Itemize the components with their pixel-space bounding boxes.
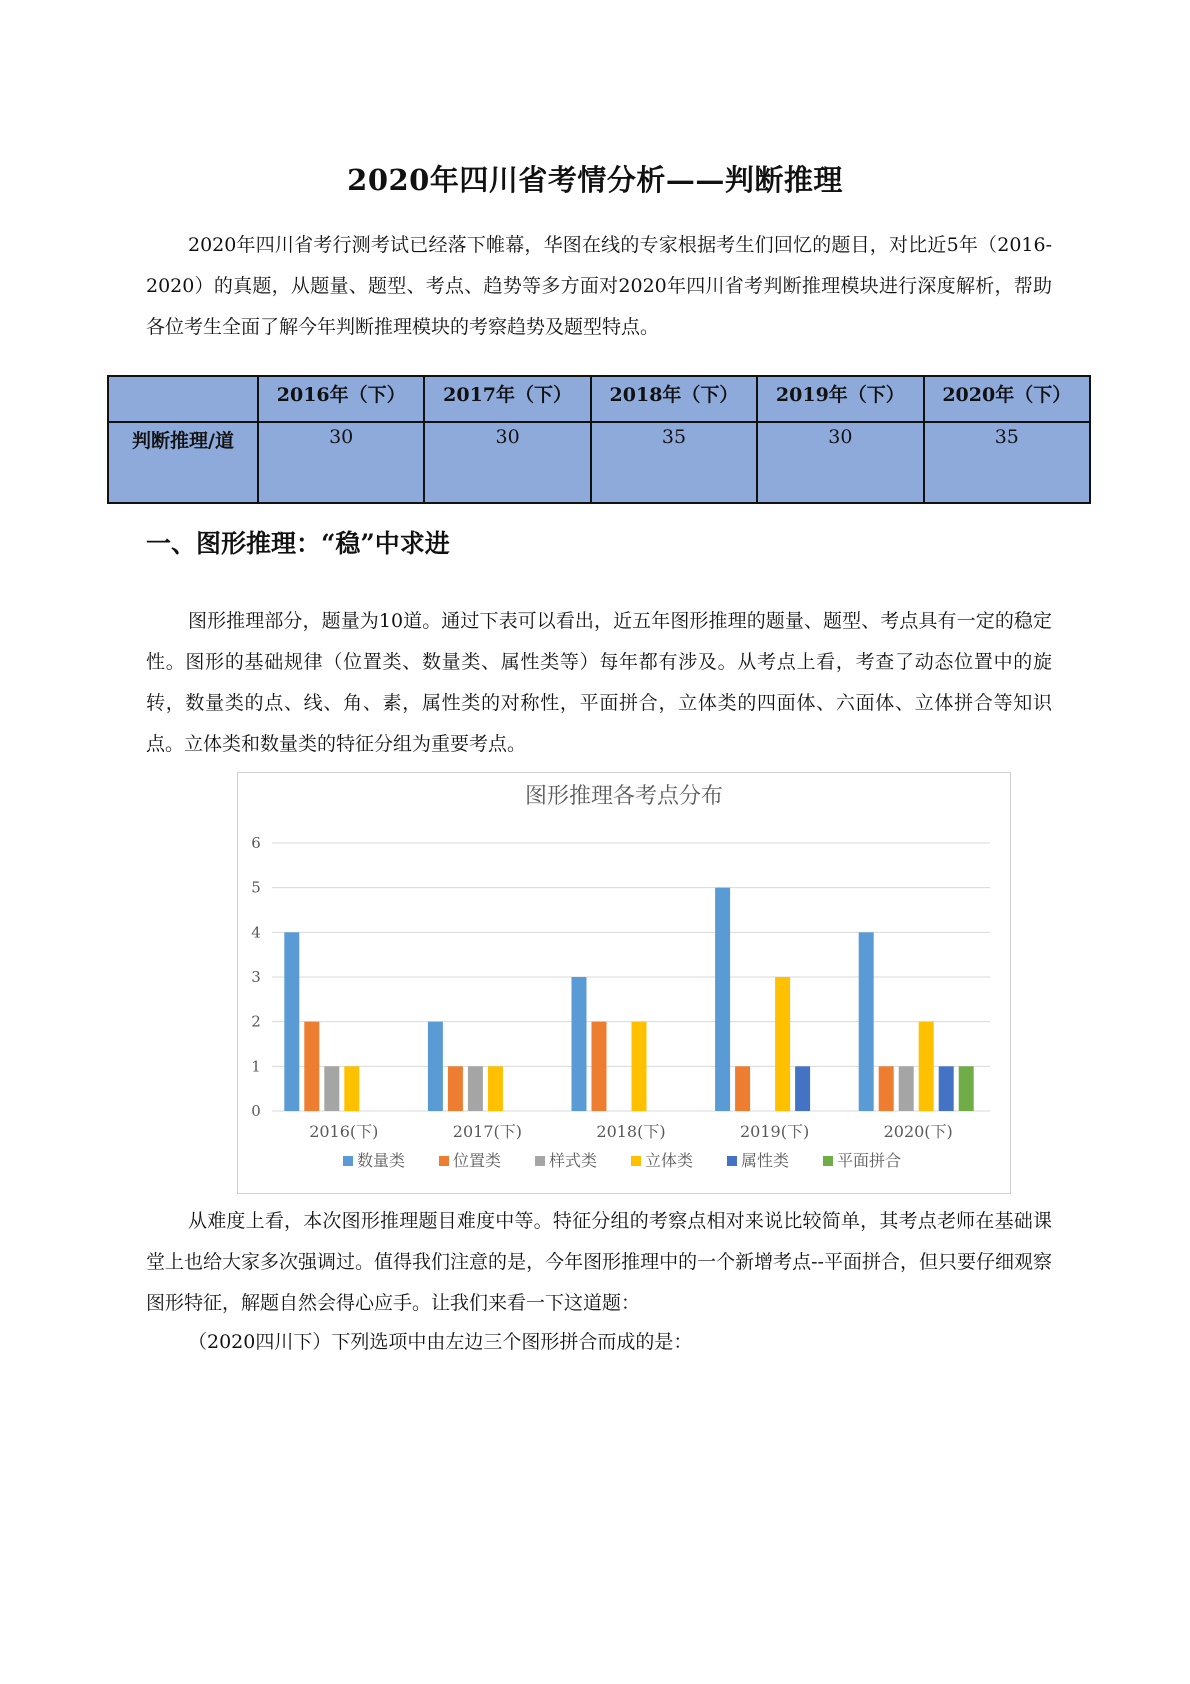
bar [715,888,730,1111]
bar [919,1022,934,1111]
bar [344,1066,359,1111]
bar [795,1066,810,1111]
chart-title: 图形推理各考点分布 [524,784,724,809]
table-row-label: 判断推理/道 [108,422,258,503]
table-header-cell: 2019年（下） [757,376,923,422]
legend-swatch [823,1156,833,1166]
table-cell: 35 [924,422,1090,503]
table-cell: 30 [424,422,590,503]
y-tick-label: 3 [251,968,261,986]
bar [592,1022,607,1111]
bar-chart [237,772,1011,1194]
x-tick-label: 2017(下) [452,1122,523,1141]
bar [879,1066,894,1111]
bar [899,1066,914,1111]
x-tick-label: 2018(下) [596,1122,666,1141]
question-count-table [107,375,1091,504]
y-tick-label: 2 [251,1012,261,1031]
bar [324,1066,339,1111]
section-text: 图形推理部分，题量为10道。通过下表可以看出，近五年图形推理的题量、题型、考点具有一定的稳定性。图形的基础规律（位置类、数量类、属性类等）每年都有涉及。从考点上看，考查了动态位置中的旋转，数量类的点、线、角、素，属性类的对称性，平面拼合，立体类的四面体、六面体、立体拼合等知识点。立体类和数量类的特征分组为重要考点。 [146,610,1052,755]
x-tick-label: 2016(下) [309,1122,379,1141]
legend-swatch [631,1156,641,1166]
question-prompt: （2020四川下）下列选项中由左边三个图形拼合而成的是： [188,1331,693,1353]
legend-swatch [439,1156,449,1166]
table-cell: 30 [757,422,923,503]
section-paragraph [146,601,1052,765]
bar [959,1066,974,1111]
y-tick-label: 6 [251,834,261,852]
y-tick-label: 0 [251,1102,261,1120]
bar [775,977,790,1111]
legend-swatch [343,1156,353,1166]
bar [468,1066,483,1111]
bar [488,1066,503,1111]
y-tick-label: 4 [251,923,261,942]
section-heading: 一、图形推理：“稳”中求进 [146,529,450,558]
table-cell: 30 [258,422,424,503]
bar [428,1022,443,1111]
y-tick-label: 5 [251,878,261,897]
bar [304,1022,319,1111]
table-header-cell: 2017年（下） [424,376,590,422]
legend-label: 样式类 [549,1151,598,1170]
legend-label: 平面拼合 [837,1151,902,1170]
table-cell: 35 [591,422,757,503]
bar [572,977,587,1111]
table-header-cell: 2016年（下） [258,376,424,422]
table-header-row [108,376,1090,422]
intro-text: 2020年四川省考行测考试已经落下帷幕，华图在线的专家根据考生们回忆的题目，对比近5年（2016-2020）的真题，从题量、题型、考点、趋势等多方面对2020年四川省考判断推理模块进行深度解析，帮助各位考生全面了解今年判断推理模块的考察趋势及题型特点。 [146,234,1052,338]
document-title: 2020年四川省考情分析——判断推理 [347,163,843,197]
bar [632,1022,647,1111]
table-row [108,422,1090,503]
legend-label: 位置类 [453,1151,502,1170]
y-tick-label: 1 [251,1057,261,1076]
bar [859,932,874,1111]
difficulty-paragraph [146,1201,1052,1324]
table-header-cell: 2018年（下） [591,376,757,422]
intro-paragraph [146,225,1052,348]
x-tick-label: 2019(下) [739,1122,810,1141]
legend-swatch [535,1156,545,1166]
x-tick-label: 2020(下) [883,1122,953,1141]
legend-swatch [727,1156,737,1166]
difficulty-text: 从难度上看，本次图形推理题目难度中等。特征分组的考察点相对来说比较简单，其考点老师在基础课堂上也给大家多次强调过。值得我们注意的是，今年图形推理中的一个新增考点--平面拼合，但只要仔细观察图形特征，解题自然会得心应手。让我们来看一下这道题： [146,1210,1052,1314]
bar [735,1066,750,1111]
legend-label: 立体类 [645,1151,694,1170]
legend-label: 属性类 [741,1151,790,1170]
bar [939,1066,954,1111]
bar [448,1066,463,1111]
legend-label: 数量类 [357,1151,406,1170]
bar [284,932,299,1111]
chart-svg [238,773,1010,1193]
table-header-cell [108,376,258,422]
table-header-cell: 2020年（下） [924,376,1090,422]
